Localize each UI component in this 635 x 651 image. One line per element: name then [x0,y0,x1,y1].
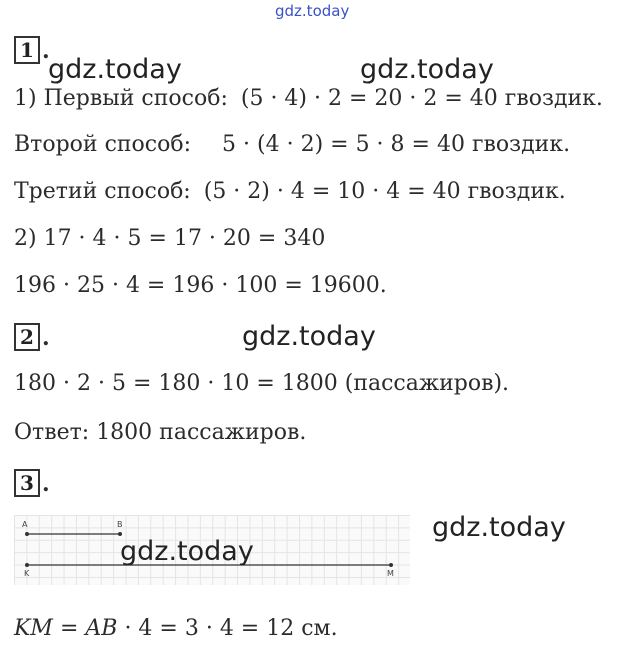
label-k: K [24,569,30,578]
task1-line3-expr: (5 · 2) · 4 = 10 · 4 = 40 гвоздик. [203,179,566,204]
task2-line1: 180 · 2 · 5 = 180 · 10 = 1800 (пассажиров). [14,371,510,396]
point-k [25,563,29,567]
watermark: gdz.today [360,54,494,85]
task3-formula-rhs: · 4 = 3 · 4 = 12 см. [124,616,338,641]
task2-line2: Ответ: 1800 пассажиров. [14,420,307,445]
task1-line2 [14,132,570,158]
watermark: gdz.today [120,536,254,567]
task1-line1-expr: (5 · 4) · 2 = 20 · 2 = 40 гвоздик. [240,86,603,111]
task3-formula-lhs: KM = AB [14,616,118,641]
task1-line5: 196 · 25 · 4 = 196 · 100 = 19600. [14,273,387,298]
task1-line4: 2) 17 · 4 · 5 = 17 · 20 = 340 [14,226,326,251]
task-number-dot: . [42,471,50,497]
task-number-2: 2 [14,323,40,351]
label-a: A [22,520,28,529]
watermark: gdz.today [242,321,376,352]
label-m: M [387,569,394,578]
watermark-top: gdz.today [275,2,350,20]
point-m [389,563,393,567]
task-number-dot: . [42,38,50,64]
task1-line3-label: Третий способ: [14,179,191,204]
task-number-3: 3 [14,469,40,497]
label-b: B [117,520,123,529]
task1-line2-expr: 5 · (4 · 2) = 5 · 8 = 40 гвоздик. [222,132,571,157]
task1-line1-label: 1) Первый способ: [14,86,228,111]
watermark: gdz.today [432,512,566,543]
task1-line2-label: Второй способ: [14,132,192,157]
watermark: gdz.today [48,54,182,85]
task1-line3 [14,179,566,205]
task-number-1: 1 [14,36,40,64]
task1-line1 [14,86,603,112]
point-a [25,532,29,536]
task3-formula [14,616,338,642]
task-number-dot: . [42,325,50,351]
